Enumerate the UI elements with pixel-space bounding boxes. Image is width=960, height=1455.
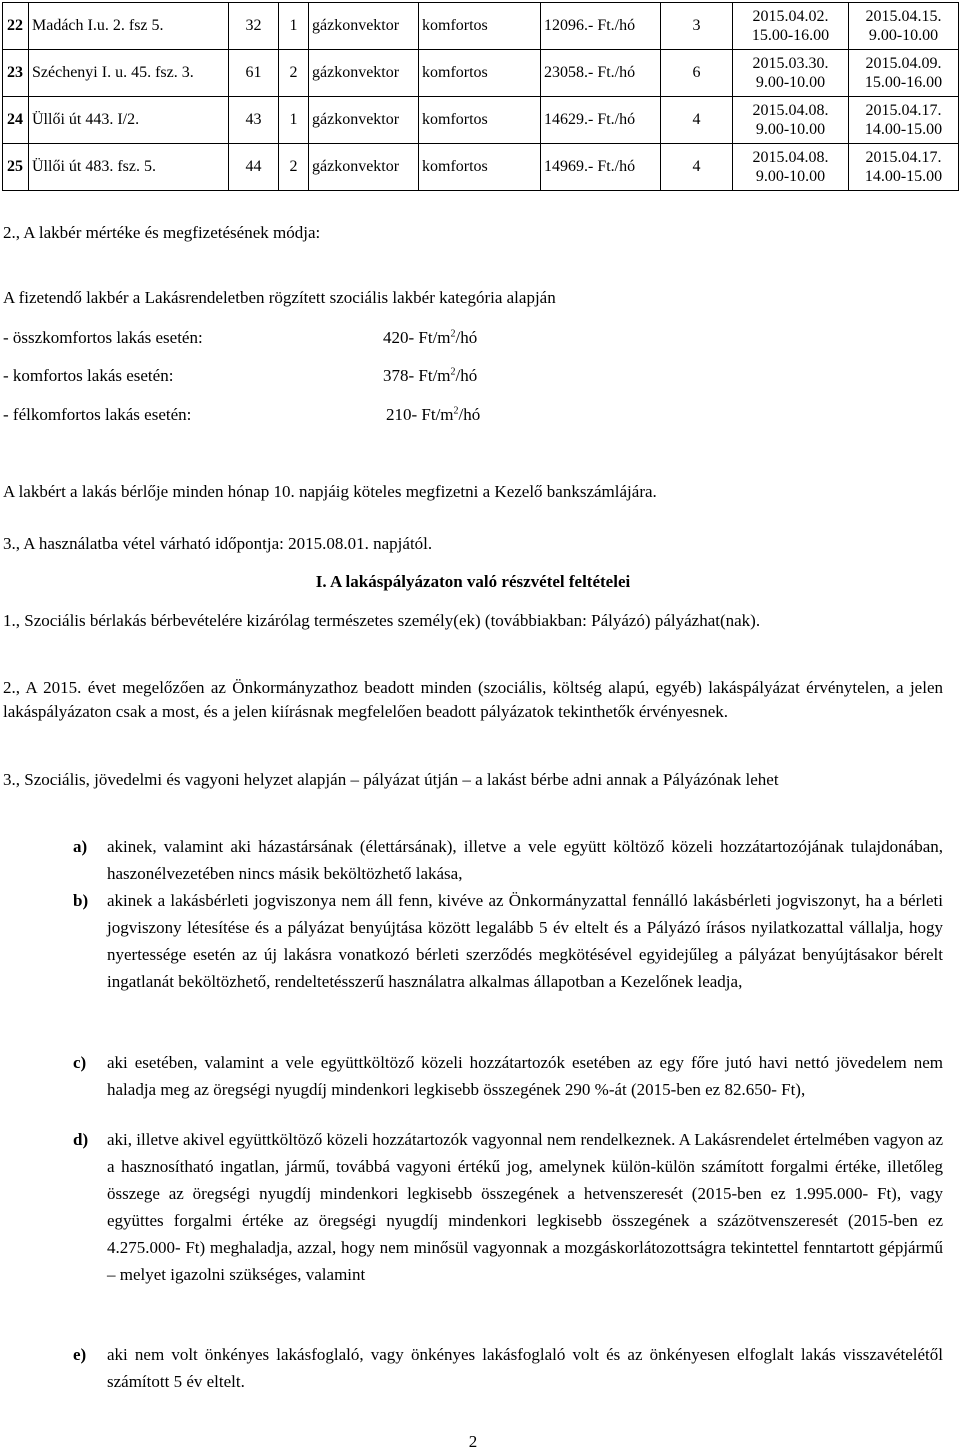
comfort-cell: komfortos [419, 97, 541, 144]
address-cell: Széchenyi I. u. 45. fsz. 3. [29, 50, 229, 97]
comfort-cell: komfortos [419, 50, 541, 97]
area-cell: 44 [229, 144, 279, 191]
condition-item-b [73, 887, 943, 995]
viewing-date-2 [849, 50, 959, 97]
viewing-time: 14.00-15.00 [864, 168, 943, 185]
page-number: 2 [468, 1432, 478, 1451]
condition-item-a [73, 833, 943, 887]
rooms-cell: 1 [279, 97, 309, 144]
area-cell: 32 [229, 3, 279, 50]
address-cell: Üllői út 483. fsz. 5. [29, 144, 229, 191]
viewing-date-2 [849, 97, 959, 144]
persons-cell: 4 [661, 97, 733, 144]
area-cell: 43 [229, 97, 279, 144]
viewing-date-2 [849, 3, 959, 50]
condition-label: d) [73, 1130, 89, 1149]
address-cell: Madách I.u. 2. fsz 5. [29, 3, 229, 50]
viewing-date-2 [849, 144, 959, 191]
condition-text: aki esetében, valamint a vele együttköltöző közeli hozzátartozók esetében az egy főre jutó havi nettó jövedelem nem haladja meg az öregségi nyugdíj mindenkori legkisebb összegének 290 %-át (2015-ben ez 82.650- Ft), [107, 1053, 943, 1099]
viewing-day: 2015.04.17. [865, 102, 942, 119]
comfort-cell: komfortos [419, 3, 541, 50]
viewing-time: 15.00-16.00 [864, 74, 943, 91]
viewing-date-1 [733, 3, 849, 50]
viewing-time: 14.00-15.00 [864, 121, 943, 138]
condition-label: b) [73, 891, 89, 910]
rent-cell: 12096.- Ft./hó [541, 3, 661, 50]
paragraph-2: 2., A 2015. évet megelőzően az Önkormányzathoz beadott minden (szociális, költség alapú, egyéb) lakáspályázat érvénytelen, a jelen lakáspályázaton csak a most, és a jelen kiírásnak megfelelően beadott pályázatok tekinthetők érvényesnek. [3, 678, 943, 721]
heating-cell: gázkonvektor [309, 144, 419, 191]
rate-label: - összkomfortos lakás esetén: [3, 328, 203, 347]
paragraph-3: 3., Szociális, jövedelmi és vagyoni helyzet alapján – pályázat útján – a lakást bérbe adni annak a Pályázónak lehet [3, 770, 779, 789]
rate-value: 378- $Ft/m^2/hó$ [383, 366, 478, 385]
rate-label: - félkomfortos lakás esetén: [3, 405, 192, 424]
section3-text: 3., A használatba vétel várható időpontja: 2015.08.01. napjától. [3, 534, 433, 553]
condition-label: c) [73, 1053, 87, 1072]
rate-value: 210- $Ft/m^2/hó$ [386, 405, 481, 424]
comfort-cell: komfortos [419, 144, 541, 191]
chapter-heading: I. A lakáspályázaton való részvétel feltételei [315, 572, 631, 591]
viewing-day: 2015.04.09. [865, 55, 942, 72]
persons-cell: 3 [661, 3, 733, 50]
table-row [3, 50, 959, 97]
viewing-date-1 [733, 144, 849, 191]
condition-text: akinek a lakásbérleti jogviszonya nem áll fenn, kivéve az Önkormányzattal fennálló lakásbérleti jogviszonyt, ha a bérleti jogviszony létesítése és a pályázat benyújtása között legalább 5 év eltelt és a Pályázó írásos nyilatkozattal vállalja, hogy nyertessége esetén az új lakásra vonatkozó bérleti szerződés megkötésével egyidejűleg a pályázat benyújtásakor bérelt ingatlanát beköltözhető, rendeltetésszerű használatra alkalmas állapotban a Kezelőnek leadja, [107, 891, 943, 991]
viewing-time: 9.00-10.00 [755, 74, 826, 91]
table-row [3, 144, 959, 191]
condition-label: a) [73, 837, 88, 856]
viewing-date-1 [733, 50, 849, 97]
viewing-day: 2015.04.15. [865, 8, 942, 25]
rent-cell: 14629.- Ft./hó [541, 97, 661, 144]
condition-item-e [73, 1341, 943, 1395]
payment-note: A lakbért a lakás bérlője minden hónap 10. napjáig köteles megfizetni a Kezelő bankszámlájára. [3, 482, 657, 501]
viewing-day: 2015.04.08. [752, 149, 829, 166]
flats-table [2, 2, 959, 191]
rooms-cell: 1 [279, 3, 309, 50]
rooms-cell: 2 [279, 50, 309, 97]
condition-item-d [73, 1126, 943, 1288]
viewing-day: 2015.04.08. [752, 102, 829, 119]
viewing-day: 2015.04.17. [865, 149, 942, 166]
viewing-day: 2015.03.30. [752, 55, 829, 72]
table-row [3, 97, 959, 144]
paragraph-1: 1., Szociális bérlakás bérbevételére kizárólag természetes személy(ek) (továbbiakban: Pályázó) pályázhat(nak). [3, 611, 761, 630]
rent-cell: 23058.- Ft./hó [541, 50, 661, 97]
condition-label: e) [73, 1345, 87, 1364]
section2-intro: A fizetendő lakbér a Lakásrendeletben rögzített szociális lakbér kategória alapján [3, 288, 556, 307]
heating-cell: gázkonvektor [309, 3, 419, 50]
viewing-time: 9.00-10.00 [868, 27, 939, 44]
rooms-cell: 2 [279, 144, 309, 191]
viewing-date-1 [733, 97, 849, 144]
rate-label: - komfortos lakás esetén: [3, 366, 174, 385]
condition-text: aki, illetve akivel együttköltöző közeli hozzátartozók vagyonnal nem rendelkeznek. A Lakásrendelet értelmében vagyon az a hasznosítható ingatlan, jármű, továbbá vagyoni értékű jog, amelynek külön-külön számított forgalmi értéke, illetőleg összege az öregségi nyugdíj mindenkori legkisebb összegének a hetvenszeresét (2015-ben ez 1.995.000- Ft), vagy együttes forgalmi értéke az öregségi nyugdíj mindenkori legkisebb összegének a százötvenszeresét (2015-ben ez 4.275.000- Ft) meghaladja, azzal, hogy nem minősül vagyonnak a mozgáskorlátozottságra tekintettel fenntartott gépjármű – melyet igazolni szükséges, valamint [107, 1130, 943, 1284]
heating-cell: gázkonvektor [309, 97, 419, 144]
condition-text: akinek, valamint aki házastársának (élettársának), illetve a vele együtt költöző közeli hozzátartozójának tulajdonában, haszonélvezetében nincs másik beköltözhető lakása, [107, 837, 943, 883]
row-number: 24 [3, 97, 29, 144]
viewing-time: 9.00-10.00 [755, 168, 826, 185]
rent-cell: 14969.- Ft./hó [541, 144, 661, 191]
row-number: 25 [3, 144, 29, 191]
persons-cell: 6 [661, 50, 733, 97]
persons-cell: 4 [661, 144, 733, 191]
heating-cell: gázkonvektor [309, 50, 419, 97]
address-cell: Üllői út 443. I/2. [29, 97, 229, 144]
viewing-time: 9.00-10.00 [755, 121, 826, 138]
condition-item-c [73, 1049, 943, 1103]
row-number: 23 [3, 50, 29, 97]
section2-title: 2., A lakbér mértéke és megfizetésének módja: [3, 223, 321, 242]
condition-text: aki nem volt önkényes lakásfoglaló, vagy önkényes lakásfoglaló volt és az önkényesen elfoglalt lakás visszavételétől számított 5 év eltelt. [107, 1345, 943, 1391]
viewing-day: 2015.04.02. [752, 8, 829, 25]
area-cell: 61 [229, 50, 279, 97]
rate-value: 420- $Ft/m^2/hó$ [383, 328, 478, 347]
viewing-time: 15.00-16.00 [751, 27, 830, 44]
table-row [3, 3, 959, 50]
row-number: 22 [3, 3, 29, 50]
